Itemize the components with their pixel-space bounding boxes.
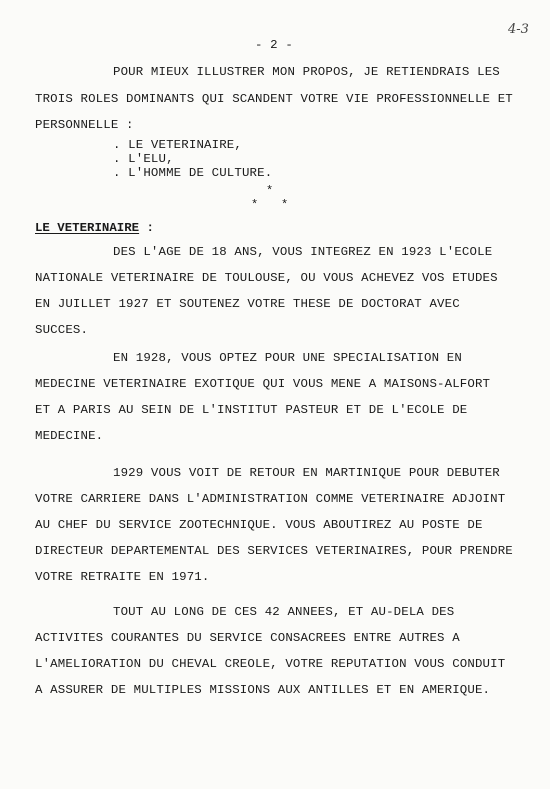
para4-line-4: A ASSURER DE MULTIPLES MISSIONS AUX ANTILLES ET EN AMERIQUE. bbox=[35, 683, 491, 697]
para2-line-4: MEDECINE. bbox=[35, 429, 104, 443]
para4-line-2: ACTIVITES COURANTES DU SERVICE CONSACREES ENTRE AUTRES A bbox=[35, 631, 460, 645]
para1-line-2: NATIONALE VETERINAIRE DE TOULOUSE, OU VOUS ACHEVEZ VOS ETUDES bbox=[35, 271, 498, 285]
corner-handwritten-mark: 4-3 bbox=[508, 22, 529, 37]
separator-star-left: * bbox=[251, 198, 259, 212]
separator-star-top: * bbox=[266, 184, 274, 198]
para3-line-4: DIRECTEUR DEPARTEMENTAL DES SERVICES VETERINAIRES, POUR PRENDRE bbox=[35, 544, 513, 558]
page-number: - 2 - bbox=[255, 38, 293, 52]
para2-line-1: EN 1928, VOUS OPTEZ POUR UNE SPECIALISATION EN bbox=[113, 351, 462, 365]
intro-line-2: TROIS ROLES DOMINANTS QUI SCANDENT VOTRE VIE PROFESSIONNELLE ET bbox=[35, 92, 513, 106]
intro-line-3: PERSONNELLE : bbox=[35, 118, 134, 132]
para2-line-2: MEDECINE VETERINAIRE EXOTIQUE QUI VOUS MENE A MAISONS-ALFORT bbox=[35, 377, 491, 391]
intro-line-1: POUR MIEUX ILLUSTRER MON PROPOS, JE RETIENDRAIS LES bbox=[113, 65, 500, 79]
para4-line-3: L'AMELIORATION DU CHEVAL CREOLE, VOTRE REPUTATION VOUS CONDUIT bbox=[35, 657, 506, 671]
role-item-veterinaire: . LE VETERINAIRE, bbox=[113, 138, 242, 152]
para1-line-1: DES L'AGE DE 18 ANS, VOUS INTEGREZ EN 1923 L'ECOLE bbox=[113, 245, 493, 259]
section-heading bbox=[35, 221, 154, 235]
separator-star-right: * bbox=[281, 198, 289, 212]
para3-line-3: AU CHEF DU SERVICE ZOOTECHNIQUE. VOUS ABOUTIREZ AU POSTE DE bbox=[35, 518, 483, 532]
para1-line-4: SUCCES. bbox=[35, 323, 89, 337]
role-item-culture: . L'HOMME DE CULTURE. bbox=[113, 166, 273, 180]
section-heading-text: LE VETERINAIRE bbox=[35, 221, 140, 235]
para2-line-3: ET A PARIS AU SEIN DE L'INSTITUT PASTEUR ET DE L'ECOLE DE bbox=[35, 403, 468, 417]
para3-line-2: VOTRE CARRIERE DANS L'ADMINISTRATION COMME VETERINAIRE ADJOINT bbox=[35, 492, 506, 506]
section-heading-colon: : bbox=[139, 221, 154, 235]
para3-line-5: VOTRE RETRAITE EN 1971. bbox=[35, 570, 210, 584]
para1-line-3: EN JUILLET 1927 ET SOUTENEZ VOTRE THESE DE DOCTORAT AVEC bbox=[35, 297, 460, 311]
para3-line-1: 1929 VOUS VOIT DE RETOUR EN MARTINIQUE POUR DEBUTER bbox=[113, 466, 500, 480]
para4-line-1: TOUT AU LONG DE CES 42 ANNEES, ET AU-DELA DES bbox=[113, 605, 455, 619]
role-item-elu: . L'ELU, bbox=[113, 152, 174, 166]
